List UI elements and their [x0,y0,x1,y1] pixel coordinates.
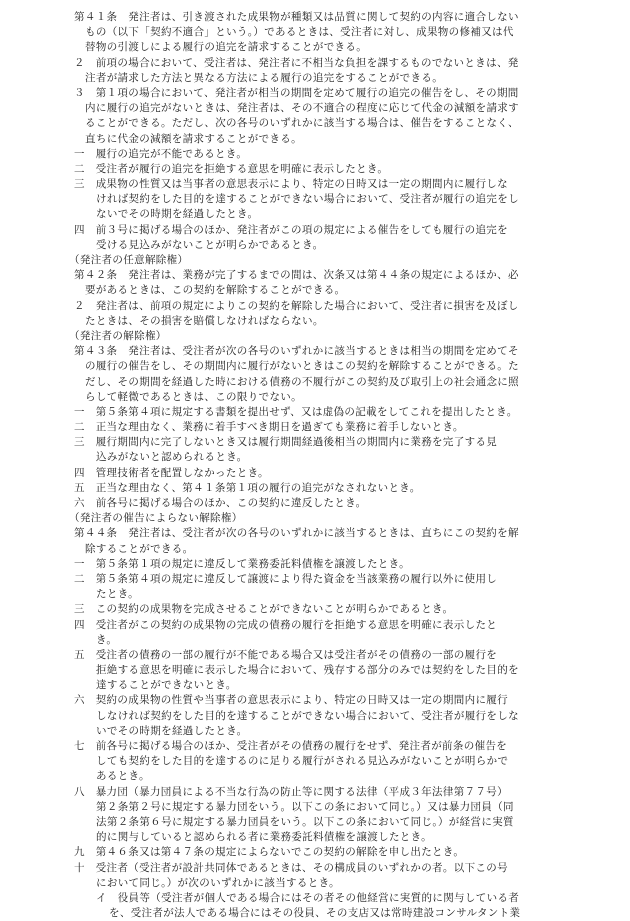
text-line: たときは、その損害を賠償しなければならない。 [85,314,324,327]
text-line: 注者が請求した方法と異なる方法による履行の追完をすることができる。 [85,71,444,84]
text-line: 第４２条 発注者は、業務が完了するまでの間は、次条又は第４４条の規定によるほか、必 [74,269,519,282]
text-line: の履行の催告をし、その期間内に履行がないときはこの契約を解除することができる。た [85,360,519,373]
section-heading: （発注者の任意解除権） [69,254,189,266]
text-line: 第４１条 発注者は、引き渡された成果物が種類又は品質に関して契約の内容に適合しない [74,11,519,23]
text-line: 六 契約の成果物の性質や当事者の意思表示により、特定の日時又は一定の期間内に履行 [74,694,508,707]
text-line: 三 履行期間内に完了しないとき又は履行期間経過後相当の期間内に業務を完了する見 [74,436,498,449]
text-line: 除することができる。 [85,542,194,555]
text-line: 一 履行の追完が不能であるとき。 [74,147,248,160]
text-line: 五 受注者の債務の一部の履行が不能である場合又は受注者がその債務の一部の履行を [74,648,498,661]
text-line: 六 前各号に掲げる場合のほか、この契約に違反したとき。 [74,497,367,509]
text-line: らして軽微であるときは、この限りでない。 [85,390,302,403]
text-line: 達することができないとき。 [96,679,237,692]
text-line: いでその時期を経過したとき。 [96,724,248,737]
text-line: 三 成果物の性質又は当事者の意思表示により、特定の日時又は一定の期間内に履行しな [74,178,508,191]
text-line: 第４３条 発注者は、受注者が次の各号のいずれかに該当するときは相当の期間を定めてそ [74,345,519,358]
text-line: 法第２条第６号に規定する暴力団員をいう。以下この条において同じ。）が経営に実質 [96,815,514,828]
text-line: 一 第５条第４項に規定する書類を提出せず、又は虚偽の記載をしてこれを提出したとき。 [74,405,518,418]
text-line: 八 暴力団（暴力団員による不当な行為の防止等に関する法律（平成３年法律第７７号） [74,785,508,798]
text-line: 込みがないと認められるとき。 [96,451,248,464]
section-heading: （発注者の解除権） [69,329,167,342]
text-line: たとき。 [96,588,139,601]
text-line: もの（以下「契約不適合」という。）であるときは、受注者に対し、成果物の修補又は代 [85,26,514,39]
text-line: 二 受注者が履行の追完を拒絶する意思を明確に表示したとき。 [74,162,389,175]
text-line: 九 第４６条又は第４７条の規定によらないでこの契約の解除を申し出たとき。 [74,846,465,859]
text-line: 二 第５条第４項の規定に違反して譲渡により得た資金を当該業務の履行以外に使用し [74,572,498,585]
text-line: ２ 前項の場合において、受注者は、発注者に不相当な負担を課するものでないときは、発 [74,56,519,69]
text-line: 内に履行の追完がないときは、発注者は、その不適合の程度に応じて代金の減額を請求す [85,102,519,115]
text-line: 五 正当な理由なく、第４１条第１項の履行の追完がなされないとき。 [74,481,421,494]
text-line: 的に関与していると認められる者に業務委託料債権を譲渡したとき。 [96,831,432,844]
text-line: 拒絶する意思を明確に表示した場合において、残存する部分のみでは契約をした目的を [96,664,519,677]
text-line: において同じ。）が次のいずれかに該当するとき。 [96,876,340,889]
text-line: ければ契約をした目的を達することができない場合において、受注者が履行の追完をし [96,193,519,206]
text-line: 四 管理技術者を配置しなかったとき。 [74,466,269,479]
text-line: 第２条第２号に規定する暴力団をいう。以下この条において同じ。）又は暴力団員（同 [96,800,514,813]
text-line: だし、その期間を経過した時における債務の不履行がこの契約及び取引上の社会通念に照 [85,375,519,388]
text-line: 要があるときは、この契約を解除することができる。 [85,284,346,297]
text-line: を、受注者が法人である場合にはその役員、その支店又は常時建設コンサルタント業 [109,907,521,920]
text-line: 三 この契約の成果物を完成させることができないことが明らかであるとき。 [74,603,454,616]
text-line: 第４４条 発注者は、受注者が次の各号のいずれかに該当するときは、直ちにこの契約を解 [74,527,519,540]
text-line: ないでその時期を経過したとき。 [96,208,259,221]
text-line: しても契約をした目的を達するのに足りる履行がされる見込みがないことが明らかで [96,755,509,768]
text-line: ２ 発注者は、前項の規定によりこの契約を解除した場合において、受注者に損害を及ぼし [74,299,519,312]
text-line: 直ちに代金の減額を請求することができる。 [85,132,302,145]
text-line: あるとき。 [96,770,150,783]
text-line: 一 第５条第１項の規定に違反して業務委託料債権を譲渡したとき。 [74,557,410,570]
text-line: 替物の引渡しによる履行の追完を請求することができる。 [85,41,368,54]
text-line: ３ 第１項の場合において、発注者が相当の期間を定めて履行の追完の催告をし、その期間 [74,86,519,99]
text-line: き。 [96,633,118,646]
text-line: 十 受注者（受注者が設計共同体であるときは、その構成員のいずれかの者。以下この号 [74,861,508,874]
text-line: しなければ契約をした目的を達することができない場合において、受注者が履行をしな [96,709,519,722]
text-line: 四 受注者がこの契約の成果物の完成の債務の履行を拒絶する意思を明確に表示したと [74,618,498,631]
text-line: 受ける見込みがないことが明らかであるとき。 [96,238,324,251]
text-line: 二 正当な理由なく、業務に着手すべき期日を過ぎても業務に着手しないとき。 [74,421,464,434]
text-line: イ 役員等（受注者が個人である場合にはその者その他経営に実質的に関与している者 [96,891,520,904]
contract-document [69,10,614,921]
text-line: 四 前３号に掲げる場合のほか、発注者がこの項の規定による催告をしても履行の追完を [74,223,508,236]
text-line: 七 前各号に掲げる場合のほか、受注者がその債務の履行をせず、発注者が前条の催告を [74,740,508,752]
section-heading: （発注者の催告によらない解除権） [69,512,243,525]
text-line: ることができる。ただし、次の各号のいずれかに該当する場合は、催告をすることなく、 [85,117,519,130]
